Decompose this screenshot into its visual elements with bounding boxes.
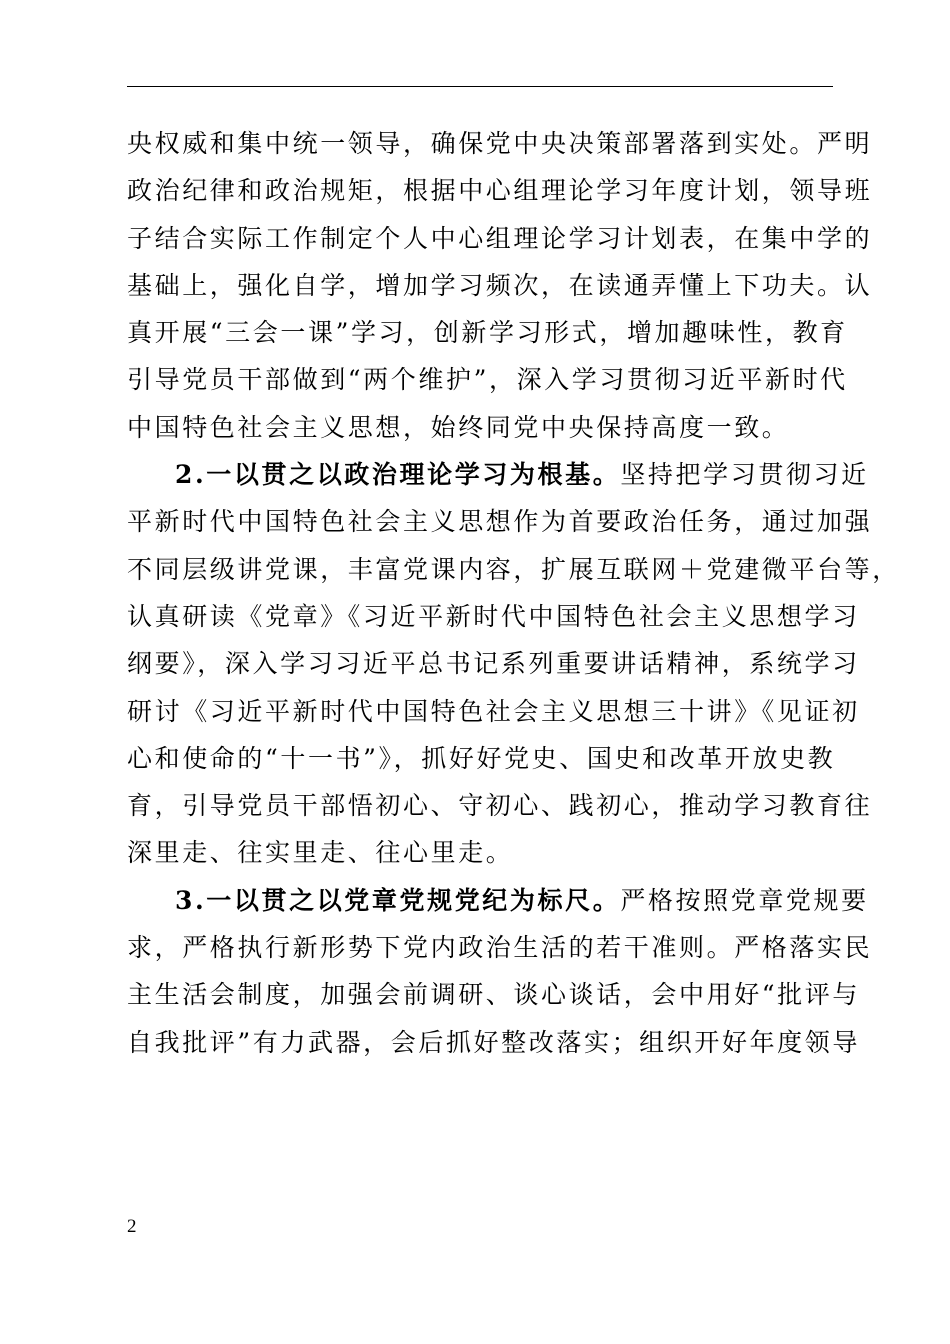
text-line: 育，引导党员干部悟初心、守初心、践初心，推动学习教育往 [127,791,873,821]
text-line: 求，严格执行新形势下党内政治生活的若干准则。严格落实民 [127,933,873,963]
text-line: 引导党员干部做到“两个维护”，深入学习贯彻习近平新时代 [127,365,848,395]
text-line: 央权威和集中统一领导，确保党中央决策部署落到实处。严明 [127,129,873,158]
text-line: 认真研读《党章》《习近平新时代中国特色社会主义思想学习 [127,601,860,631]
text-line: 子结合实际工作制定个人中心组理论学习计划表，在集中学的 [127,223,873,253]
text-line-first [127,451,869,498]
text-run: 坚持把学习贯彻习近 [620,460,869,490]
text-line: 真开展“三会一课”学习，创新学习形式，增加趣味性，教育 [127,318,848,348]
text-line: 纲要》，深入学习习近平总书记系列重要讲话精神，系统学习 [127,649,860,679]
text-line: 自我批评”有力武器，会后抓好整改落实；组织开好年度领导 [127,1027,860,1057]
text-line: 研讨《习近平新时代中国特色社会主义思想三十讲》《见证初 [127,696,860,726]
page-number: 2 [127,1216,137,1237]
paragraph-continuation [127,120,873,451]
text-line: 心和使命的“十一书”》，抓好好党史、国史和改革开放史教 [127,743,836,773]
section-heading: 2.一以贯之以政治理论学习为根基。 [175,460,621,490]
text-line: 基础上，强化自学，增加学习频次，在读通弄懂上下功夫。认 [127,270,873,300]
text-line: 不同层级讲党课，丰富党课内容，扩展互联网＋党建微平台等， [127,554,900,584]
text-run: 严格按照党章党规要 [620,885,869,915]
text-line: 深里走、往实里走、往心里走。 [127,838,514,868]
body-text [127,120,900,1066]
text-line: 政治纪律和政治规矩，根据中心组理论学习年度计划，领导班 [127,176,873,206]
text-line-first [127,877,869,924]
section-heading: 3.一以贯之以党章党规党纪为标尺。 [175,885,621,915]
header-rule [127,86,833,87]
text-line: 平新时代中国特色社会主义思想作为首要政治任务，通过加强 [127,507,873,537]
text-line: 主生活会制度，加强会前调研、谈心谈话，会中用好“批评与 [127,980,860,1010]
paragraph-party-rules [127,877,873,1066]
text-line: 中国特色社会主义思想，始终同党中央保持高度一致。 [127,412,790,442]
paragraph-political-theory [127,451,900,877]
